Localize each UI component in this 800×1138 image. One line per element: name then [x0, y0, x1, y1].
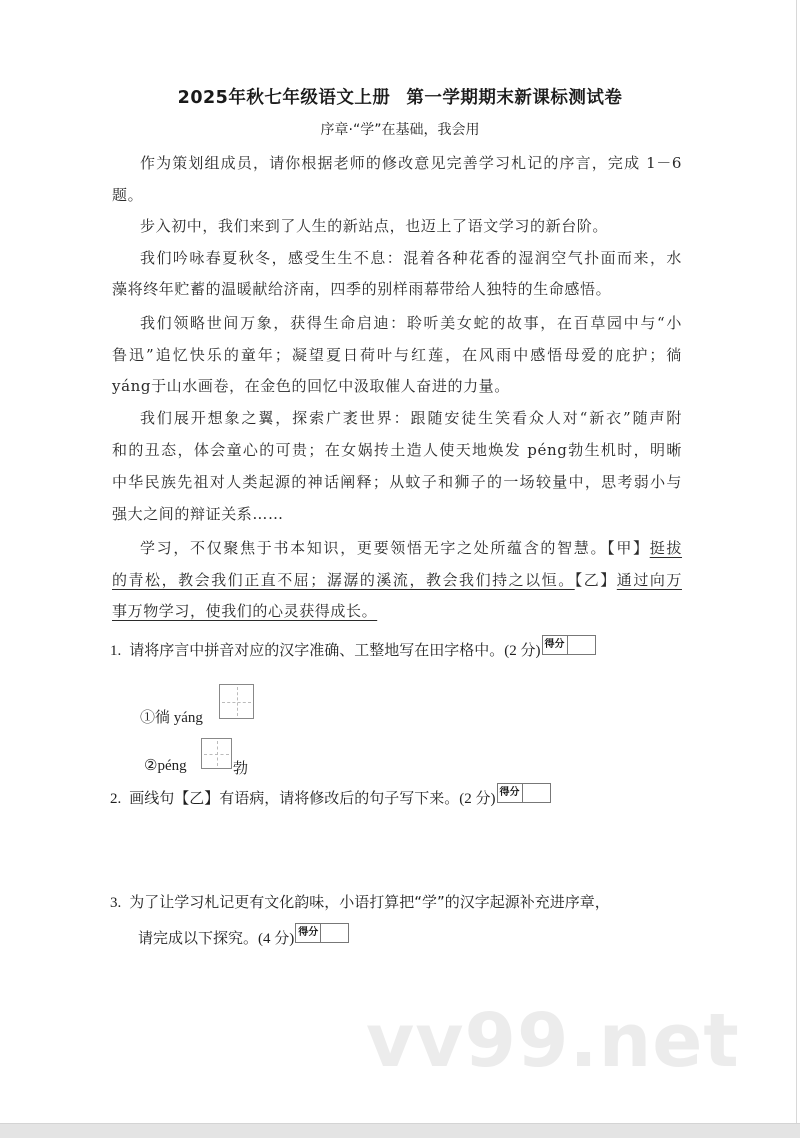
- question-1: [110, 639, 596, 660]
- intro-line-2: 题。: [112, 186, 144, 204]
- question-2-number: 2.: [110, 791, 122, 807]
- question-1-item-2-suffix: 勃: [233, 761, 249, 777]
- question-3-text-line2: 请完成以下探究。: [138, 929, 259, 947]
- preface-p3-line3: yáng于山水画卷，在金色的回忆中汲取催人奋进的力量。: [112, 377, 510, 395]
- tianzige-grid-2[interactable]: [201, 738, 232, 769]
- question-2-points: (2 分): [459, 791, 496, 807]
- underlined-sentence-jia-start: 挺拔: [649, 539, 683, 557]
- score-blank[interactable]: [523, 784, 550, 802]
- preface-p4-line3: 中华民族先祖对人类起源的神话阐释；从蚊子和狮子的一场较量中，思考弱小与: [112, 473, 682, 491]
- question-1-item-1: ①徜 yáng: [140, 710, 203, 726]
- score-label: 得分: [498, 784, 523, 802]
- exam-title-part2: 第一学期期末新课标测试卷: [406, 88, 623, 108]
- preface-p3-line1: 我们领略世间万象，获得生命启迪：聆听美女蛇的故事，在百草园中与“小: [140, 314, 682, 332]
- underlined-sentence-yi-start: 通过向万: [616, 571, 682, 589]
- question-1-number: 1.: [110, 643, 122, 659]
- preface-p5-text: 学习，不仅聚焦于书本知识，更要领悟无字之处所蕴含的智慧。【甲】: [140, 539, 650, 557]
- tianzige-grid-1[interactable]: [219, 684, 254, 719]
- question-3-number: 3.: [110, 895, 122, 911]
- intro-line-1: 作为策划组成员，请你根据老师的修改意见完善学习札记的序言，完成 1－6: [140, 154, 682, 172]
- question-3: [110, 891, 610, 912]
- question-1-item-2: ②péng: [144, 758, 187, 774]
- question-3-points: (4 分): [258, 931, 295, 947]
- question-2-text: 画线句【乙】有语病，请将修改后的句子写下来。: [129, 789, 460, 807]
- question-1-text: 请将序言中拼音对应的汉字准确、工整地写在田字格中。: [129, 641, 505, 659]
- score-blank[interactable]: [321, 924, 348, 942]
- section-subtitle: 序章·“学”在基础，我会用: [320, 122, 480, 138]
- exam-title-part1: 2025年秋七年级语文上册: [177, 88, 391, 108]
- question-3-continued: [138, 927, 349, 948]
- grid-guide-vertical: [237, 687, 238, 716]
- question-2-score-box[interactable]: [497, 783, 551, 803]
- preface-p4-line1: 我们展开想象之翼，探索广袤世界：跟随安徒生笑看众人对“新衣”随声附: [140, 409, 682, 427]
- question-1-score-box[interactable]: [542, 635, 596, 655]
- underlined-sentence-jia: 的青松，教会我们正直不屈；潺潺的溪流，教会我们持之以恒。: [112, 571, 575, 589]
- question-1-points: (2 分): [504, 643, 541, 659]
- preface-p2-line2: 藻将终年贮蓄的温暖献给济南，四季的别样雨幕带给人独特的生命感悟。: [112, 280, 612, 298]
- score-label: 得分: [543, 636, 568, 654]
- marker-yi: 【乙】: [574, 571, 617, 589]
- question-3-text-line1: 为了让学习札记更有文化韵味，小语打算把“学”的汉字起源补充进序章，: [129, 893, 610, 911]
- preface-p2-line1: 我们吟咏春夏秋冬，感受生生不息：混着各种花香的湿润空气扑面而来，水: [140, 249, 682, 267]
- exam-title: [0, 84, 800, 109]
- underlined-sentence-yi: 事万物学习，使我们的心灵获得成长。: [112, 602, 378, 620]
- watermark: vv99.net: [366, 998, 740, 1084]
- question-3-score-box[interactable]: [295, 923, 349, 943]
- preface-p3-line2: 鲁迅”追忆快乐的童年；凝望夏日荷叶与红莲，在风雨中感悟母爱的庇护；徜: [112, 346, 682, 364]
- page-edge-right: [796, 0, 797, 1123]
- preface-p5-line2: [112, 569, 682, 590]
- grid-guide-vertical: [217, 741, 218, 766]
- preface-p1: 步入初中，我们来到了人生的新站点，也迈上了语文学习的新台阶。: [140, 217, 609, 235]
- score-blank[interactable]: [568, 636, 595, 654]
- preface-p5-line1: [140, 537, 682, 558]
- preface-p4-line2: 和的丑态，体会童心的可贵；在女娲抟土造人使天地焕发 péng勃生机时，明晰: [112, 441, 682, 459]
- page-edge-bottom: [0, 1123, 800, 1138]
- preface-p4-line4: 强大之间的辩证关系……: [112, 505, 284, 523]
- score-label: 得分: [296, 924, 321, 942]
- preface-p5-line3: [112, 600, 682, 621]
- question-2: [110, 787, 551, 808]
